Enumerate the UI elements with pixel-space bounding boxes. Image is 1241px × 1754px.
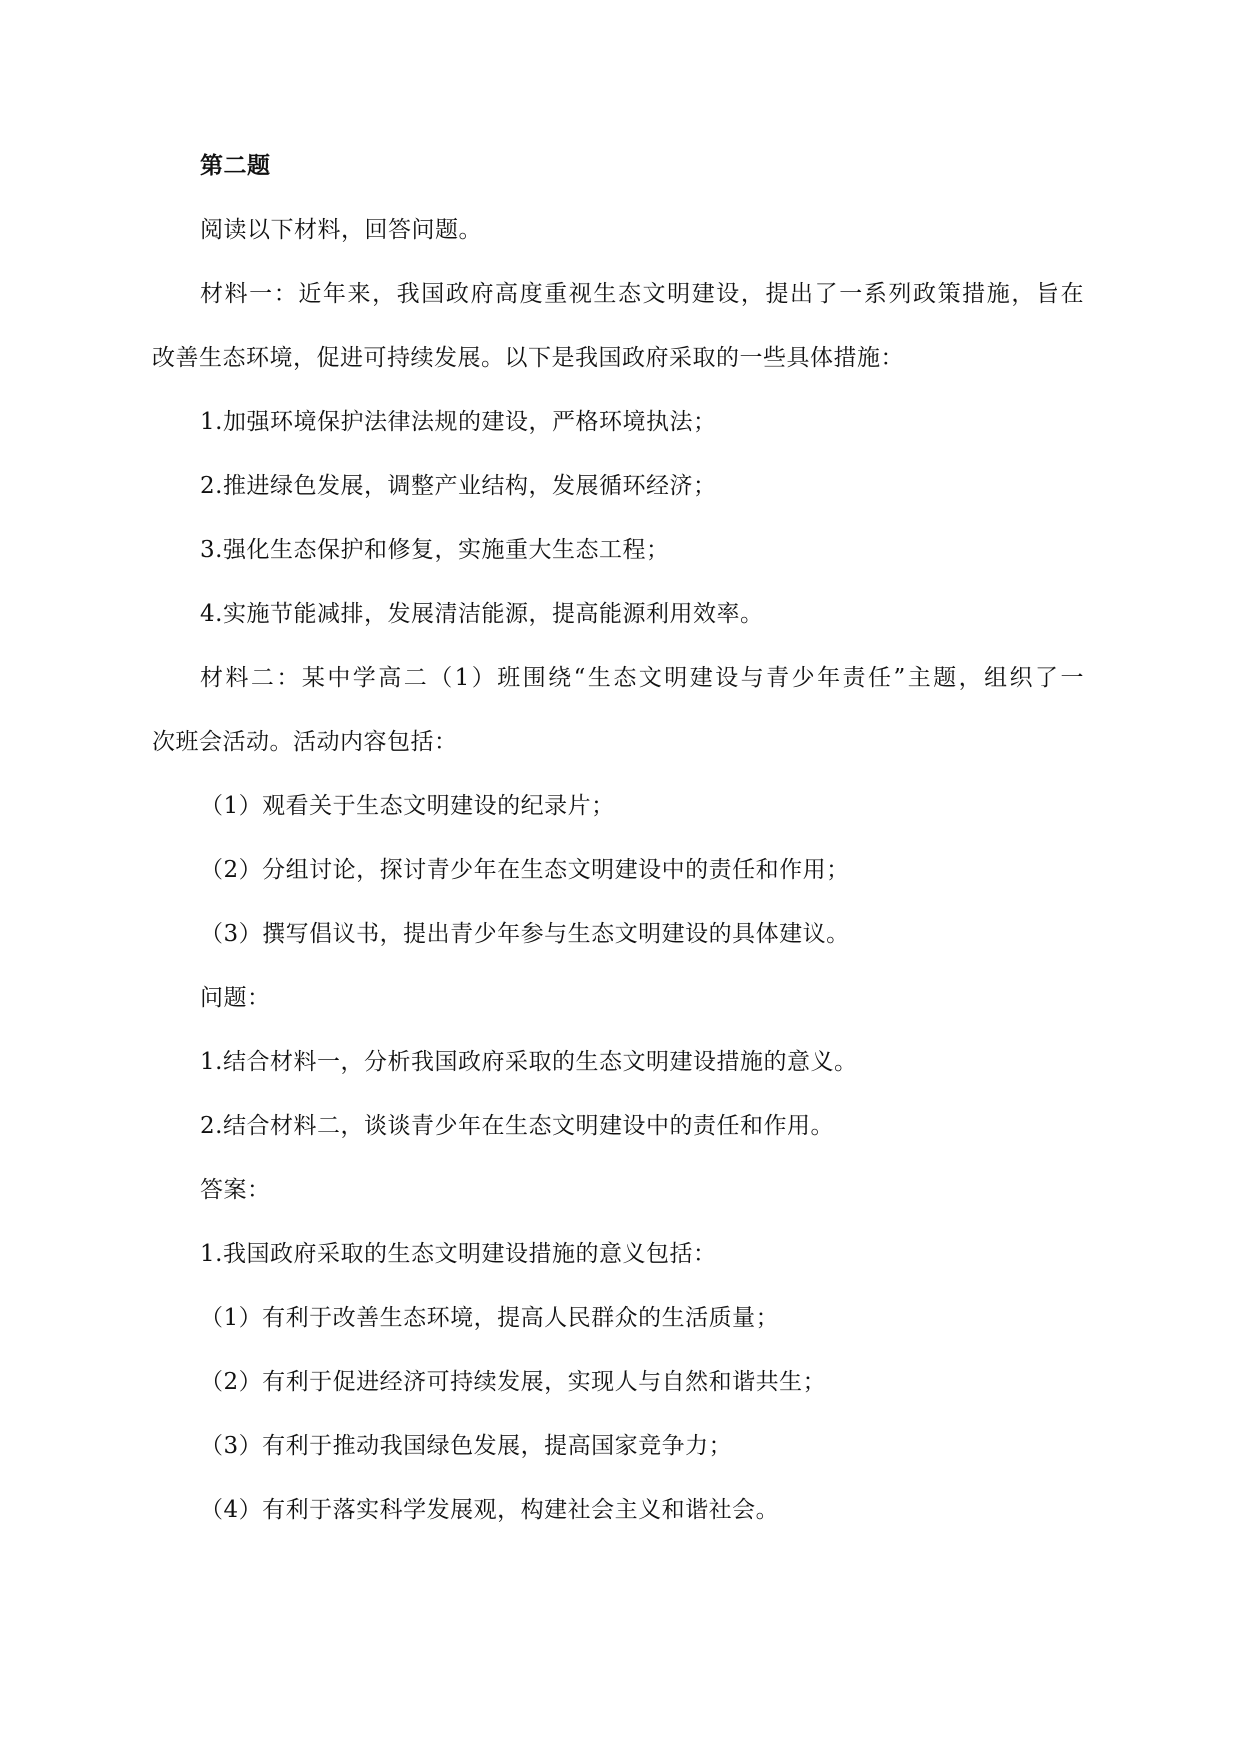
material1-item-2: 2.推进绿色发展，调整产业结构，发展循环经济； (200, 473, 717, 499)
material1-line2: 改善生态环境，促进可持续发展。以下是我国政府采取的一些具体措施： (152, 345, 904, 371)
material1-item-4: 4.实施节能减排，发展清洁能源，提高能源利用效率。 (200, 601, 764, 627)
material2-item-1: （1）观看关于生态文明建设的纪录片； (200, 793, 615, 819)
question-1: 1.结合材料一，分析我国政府采取的生态文明建设措施的意义。 (200, 1049, 858, 1075)
question-2: 2.结合材料二，谈谈青少年在生态文明建设中的责任和作用。 (200, 1113, 834, 1139)
material2-line1: 材料二：某中学高二（1）班围绕“生态文明建设与青少年责任”主题，组织了一 (200, 665, 1084, 691)
material2-item-2: （2）分组讨论，探讨青少年在生态文明建设中的责任和作用； (200, 857, 850, 883)
questions-label: 问题： (200, 985, 271, 1011)
material1-line1: 材料一：近年来，我国政府高度重视生态文明建设，提出了一系列政策措施，旨在 (200, 281, 1084, 307)
answer-item-1: （1）有利于改善生态环境，提高人民群众的生活质量； (200, 1305, 780, 1331)
section-title: 第二题 (200, 153, 271, 179)
material1-item-3: 3.强化生态保护和修复，实施重大生态工程； (200, 537, 670, 563)
material2-item-3: （3）撰写倡议书，提出青少年参与生态文明建设的具体建议。 (200, 921, 850, 947)
answer-lead: 1.我国政府采取的生态文明建设措施的意义包括： (200, 1241, 717, 1267)
material1-item-1: 1.加强环境保护法律法规的建设，严格环境执法； (200, 409, 717, 435)
material2-line2: 次班会活动。活动内容包括： (152, 729, 458, 755)
answer-item-4: （4）有利于落实科学发展观，构建社会主义和谐社会。 (200, 1497, 780, 1523)
answer-item-3: （3）有利于推动我国绿色发展，提高国家竞争力； (200, 1433, 733, 1459)
intro-text: 阅读以下材料，回答问题。 (200, 217, 482, 243)
answers-label: 答案： (200, 1177, 271, 1203)
answer-item-2: （2）有利于促进经济可持续发展，实现人与自然和谐共生； (200, 1369, 827, 1395)
